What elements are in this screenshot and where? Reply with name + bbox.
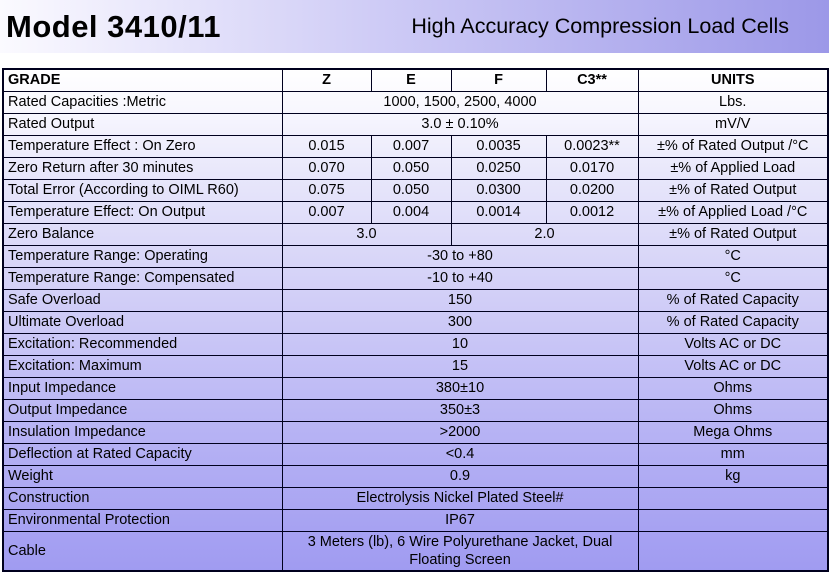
value-cell-span4: 3 Meters (lb), 6 Wire Polyurethane Jacket, Dual Floating Screen — [282, 532, 638, 572]
table-row — [3, 312, 828, 334]
units-cell — [638, 532, 828, 572]
spec-table-body — [3, 69, 828, 571]
value-cell: 0.0035 — [451, 136, 546, 158]
units-cell: ±% of Rated Output — [638, 224, 828, 246]
value-cell-span4: 15 — [282, 356, 638, 378]
value-cell: 0.0023** — [546, 136, 638, 158]
column-header-e: E — [371, 69, 451, 92]
value-cell: 0.0012 — [546, 202, 638, 224]
value-cell-span4: 380±10 — [282, 378, 638, 400]
table-row — [3, 202, 828, 224]
row-label: Safe Overload — [3, 290, 282, 312]
value-cell: 0.070 — [282, 158, 371, 180]
row-label: Cable — [3, 532, 282, 572]
units-cell: % of Rated Capacity — [638, 290, 828, 312]
table-row — [3, 136, 828, 158]
table-row — [3, 92, 828, 114]
table-row — [3, 290, 828, 312]
row-label: Deflection at Rated Capacity — [3, 444, 282, 466]
units-cell: kg — [638, 466, 828, 488]
row-label: Output Impedance — [3, 400, 282, 422]
table-row — [3, 158, 828, 180]
row-label: Ultimate Overload — [3, 312, 282, 334]
units-cell: °C — [638, 246, 828, 268]
row-label: Zero Return after 30 minutes — [3, 158, 282, 180]
value-cell: 0.007 — [371, 136, 451, 158]
value-cell-span4: IP67 — [282, 510, 638, 532]
units-cell — [638, 488, 828, 510]
value-cell: 0.050 — [371, 180, 451, 202]
page-subtitle: High Accuracy Compression Load Cells — [411, 14, 789, 38]
row-label: Zero Balance — [3, 224, 282, 246]
table-row — [3, 268, 828, 290]
table-row — [3, 510, 828, 532]
value-cell: 0.007 — [282, 202, 371, 224]
value-cell-span4: 350±3 — [282, 400, 638, 422]
value-cell-span4: 1000, 1500, 2500, 4000 — [282, 92, 638, 114]
units-cell: ±% of Rated Output /°C — [638, 136, 828, 158]
value-cell-span4: 3.0 ± 0.10% — [282, 114, 638, 136]
value-cell: 0.075 — [282, 180, 371, 202]
value-cell-span4: <0.4 — [282, 444, 638, 466]
value-cell-span4: 10 — [282, 334, 638, 356]
row-label: Insulation Impedance — [3, 422, 282, 444]
units-cell: % of Rated Capacity — [638, 312, 828, 334]
row-label: Environmental Protection — [3, 510, 282, 532]
column-header-f: F — [451, 69, 546, 92]
row-label: Construction — [3, 488, 282, 510]
units-cell: ±% of Applied Load — [638, 158, 828, 180]
spec-table — [2, 68, 829, 572]
table-row — [3, 378, 828, 400]
units-cell: Ohms — [638, 378, 828, 400]
table-row — [3, 334, 828, 356]
units-cell: Ohms — [638, 400, 828, 422]
row-label: Input Impedance — [3, 378, 282, 400]
row-label: Weight — [3, 466, 282, 488]
table-row — [3, 246, 828, 268]
units-cell: ±% of Applied Load /°C — [638, 202, 828, 224]
table-row — [3, 488, 828, 510]
row-label: Temperature Effect: On Output — [3, 202, 282, 224]
units-cell: °C — [638, 268, 828, 290]
table-header-row — [3, 69, 828, 92]
table-row — [3, 114, 828, 136]
value-cell: 0.0014 — [451, 202, 546, 224]
title-banner — [0, 0, 829, 53]
row-label: Rated Capacities :Metric — [3, 92, 282, 114]
value-cell-span4: Electrolysis Nickel Plated Steel# — [282, 488, 638, 510]
value-cell: 0.050 — [371, 158, 451, 180]
table-row — [3, 466, 828, 488]
value-cell: 0.015 — [282, 136, 371, 158]
units-cell: mV/V — [638, 114, 828, 136]
units-cell: ±% of Rated Output — [638, 180, 828, 202]
table-row — [3, 356, 828, 378]
value-cell: 0.0170 — [546, 158, 638, 180]
table-row — [3, 532, 828, 572]
value-cell: 0.004 — [371, 202, 451, 224]
units-cell: Volts AC or DC — [638, 356, 828, 378]
table-row — [3, 180, 828, 202]
column-header-c3: C3** — [546, 69, 638, 92]
value-cell-span2: 2.0 — [451, 224, 638, 246]
row-label: Temperature Range: Compensated — [3, 268, 282, 290]
value-cell-span4: 150 — [282, 290, 638, 312]
column-header-grade: GRADE — [3, 69, 282, 92]
row-label: Excitation: Recommended — [3, 334, 282, 356]
units-cell: Mega Ohms — [638, 422, 828, 444]
value-cell-span4: >2000 — [282, 422, 638, 444]
table-row — [3, 224, 828, 246]
value-cell-span4: 300 — [282, 312, 638, 334]
table-row — [3, 400, 828, 422]
units-cell: mm — [638, 444, 828, 466]
value-cell: 0.0200 — [546, 180, 638, 202]
row-label: Temperature Effect : On Zero — [3, 136, 282, 158]
value-cell-span4: -10 to +40 — [282, 268, 638, 290]
page-title: Model 3410/11 — [6, 8, 222, 44]
row-label: Excitation: Maximum — [3, 356, 282, 378]
units-cell: Volts AC or DC — [638, 334, 828, 356]
units-cell: Lbs. — [638, 92, 828, 114]
value-cell-span4: 0.9 — [282, 466, 638, 488]
row-label: Total Error (According to OIML R60) — [3, 180, 282, 202]
units-cell — [638, 510, 828, 532]
row-label: Temperature Range: Operating — [3, 246, 282, 268]
column-header-z: Z — [282, 69, 371, 92]
column-header-units: UNITS — [638, 69, 828, 92]
value-cell-span4: -30 to +80 — [282, 246, 638, 268]
value-cell: 0.0300 — [451, 180, 546, 202]
table-row — [3, 422, 828, 444]
row-label: Rated Output — [3, 114, 282, 136]
table-row — [3, 444, 828, 466]
value-cell: 0.0250 — [451, 158, 546, 180]
value-cell-span2: 3.0 — [282, 224, 451, 246]
